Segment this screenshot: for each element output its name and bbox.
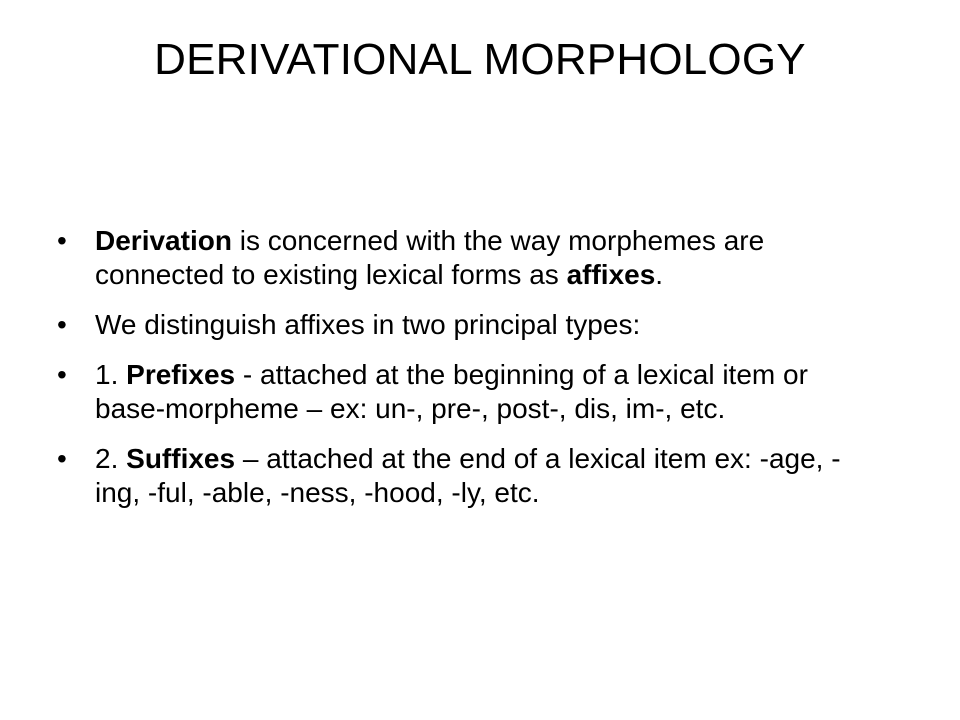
bullet-number: 2. [95, 443, 127, 474]
bullet-derivation [55, 224, 855, 292]
bullet-number: 1. [95, 359, 127, 390]
bullet-suffixes [55, 442, 855, 510]
term-derivation: Derivation [95, 225, 232, 256]
bullet-text: We distinguish affixes in two principal types: [95, 309, 641, 340]
bullet-affix-types [55, 308, 855, 342]
term-affixes: affixes [566, 259, 656, 290]
slide-title: DERIVATIONAL MORPHOLOGY [154, 35, 806, 84]
bullet-marker: • [57, 443, 67, 474]
bullet-text: - attached at the beginning of a lexical item or base-morpheme – ex: un-, pre-, post-, dis, im-, etc. [95, 359, 808, 424]
bullet-text-end: . [655, 259, 664, 290]
bullet-prefixes [55, 358, 855, 426]
bullet-list [55, 224, 855, 526]
bullet-text: – attached at the end of a lexical item ex: -age, -ing, -ful, -able, -ness, -hood, -ly, etc. [95, 443, 841, 508]
term-suffixes: Suffixes [126, 443, 236, 474]
term-prefixes: Prefixes [126, 359, 236, 390]
bullet-text: is concerned with the way morphemes are connected to existing lexical forms as [95, 225, 765, 290]
bullet-marker: • [57, 359, 67, 390]
bullet-marker: • [57, 225, 67, 256]
bullet-marker: • [57, 309, 67, 340]
